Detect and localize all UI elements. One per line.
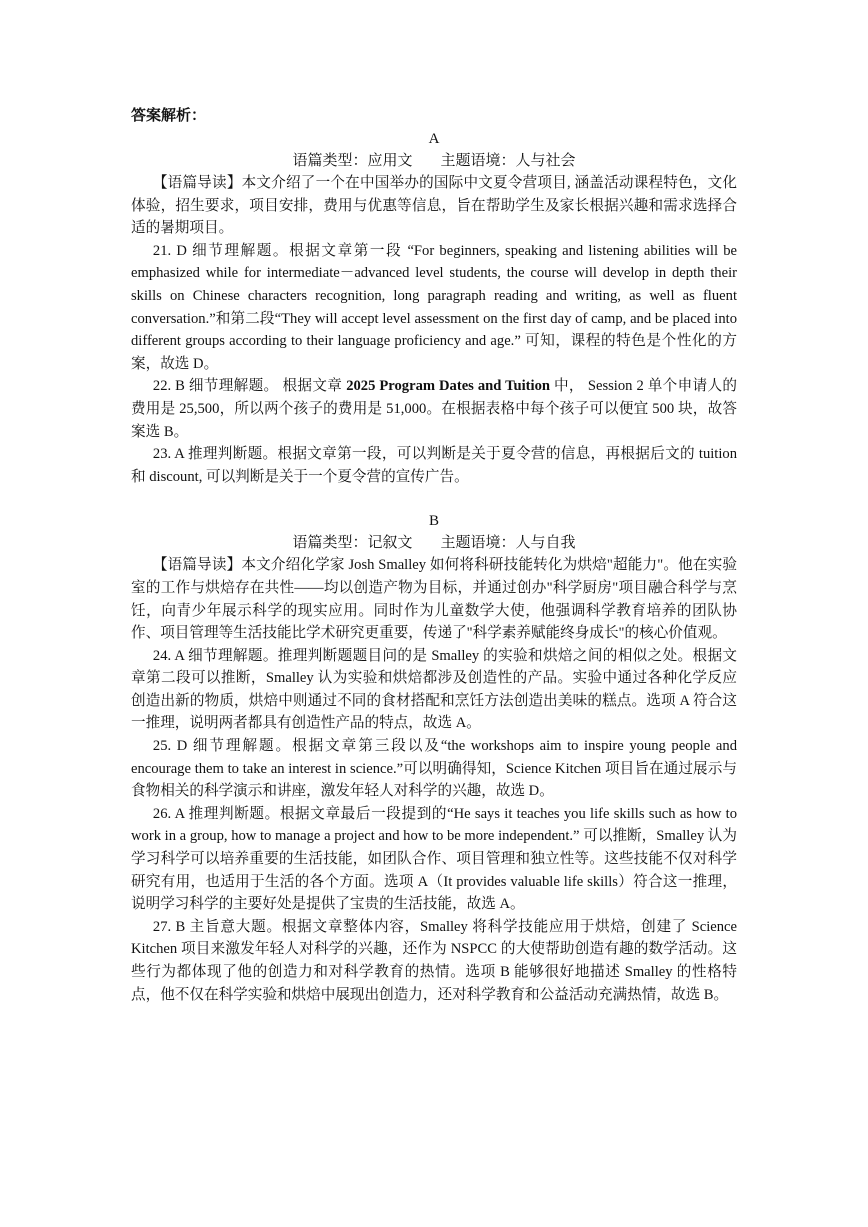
section-b-meta bbox=[131, 532, 737, 554]
answer-26: 26. A 推理判断题。根据文章最后一段提到的“He says it teaches you life skills such as how to work in a group, how to manage a project and how to be more independent.” 可以推断，Smalley 认为学习科学可以培养重要的生活技能，如团队合作、项目管理和独立性等。这些技能不仅对科学研究有用，也适用于生活的各个方面。选项 A（It provides valuable life skills）符合这一推理，说明学习科学的主要好处是提供了宝贵的生活技能，故选 A。 bbox=[131, 805, 737, 913]
section-a-theme: 主题语境：人与社会 bbox=[440, 153, 576, 169]
answer-25: 25. D 细节理解题。根据文章第三段以及“the workshops aim to inspire young people and encourage them to take an interest in science.”可以明确得知，Science Kitchen 项目旨在通过展示与食物相关的科学演示和讲座，激发年轻人对科学的兴趣，故选 D。 bbox=[131, 738, 737, 800]
answer-27: 27. B 主旨意大题。根据文章整体内容，Smalley 将科学技能应用于烘焙，创建了 Science Kitchen 项目来激发年轻人对科学的兴趣，还作为 NSPCC 的大使帮助创造有趣的数学活动。这些行为都体现了他的创造力和对科学教育的热情。选项 B 能够很好地描述 Smalley 的性格特点，他不仅在科学实验和烘焙中展现出创造力，还对科学教育和公益活动充满热情，故选 B。 bbox=[131, 918, 737, 1003]
section-b-letter: B bbox=[428, 513, 439, 530]
section-gap bbox=[131, 488, 737, 510]
section-b-intro: 【语篇导读】本文介绍化学家 Josh Smalley 如何将科研技能转化为烘焙"超能力"。他在实验室的工作与烘焙存在共性——均以创造产物为目标，并通过创办"科学厨房"项目融合科学与烹饪，向青少年展示科学的现实应用。同时作为儿童数学大使，他强调科学教育培养的团队协作、项目管理等生活技能比学术研究更重要，传递了"科学素养赋能终身成长"的核心价值观。 bbox=[131, 557, 737, 642]
page-title: 答案解析： bbox=[131, 108, 207, 124]
section-b bbox=[131, 510, 737, 1006]
section-a-genre: 语篇类型：应用文 bbox=[292, 153, 413, 169]
section-a-intro: 【语篇导读】本文介绍了一个在中国举办的国际中文夏令营项目, 涵盖活动课程特色，文化体验，招生要求，项目安排，费用与优惠等信息，旨在帮助学生及家长根据兴趣和需求选择合适的暑期项目。 bbox=[131, 175, 737, 237]
answer-22-prefix: 22. B 细节理解题。 根据文章 bbox=[152, 378, 347, 395]
answer-21: 21. D 细节理解题。根据文章第一段 “For beginners, speaking and listening abilities will be emphasized while for intermediate－advanced level students, the course will develop in depth their skills on Chinese characters recognition, long paragraph reading and writing, as well as fluent conversation.”和第二段“They will accept level assessment on the first day of camp, and be placed into different groups according to their language proficiency and age.” 可知，课程的特色是个性化的方案，故选 D。 bbox=[131, 242, 737, 372]
answer-22-suffix: 中， Session 2 单个申请人的费用是 25,500，所以两个孩子的费用是 51,000。在根据表格中每个孩子可以便宜 500 块，故答案选 B。 bbox=[131, 378, 737, 440]
section-b-genre: 语篇类型：记叙文 bbox=[292, 535, 413, 552]
answer-content bbox=[131, 104, 737, 1006]
answer-24: 24. A 细节理解题。推理判断题题目问的是 Smalley 的实验和烘焙之间的相似之处。根据文章第二段可以推断，Smalley 认为实验和烘焙都涉及创造性的产品。实验中通过各种化学反应创造出新的物质，烘焙中则通过不同的食材搭配和烹饪方法创造出美味的糕点。选项 A 符合这一推理，说明两者都具有创造性产品的特点，故选 A。 bbox=[131, 647, 737, 732]
answer-22-bold: 2025 Program Dates and Tuition bbox=[346, 378, 550, 395]
answer-22 bbox=[131, 375, 737, 443]
section-a bbox=[131, 128, 737, 488]
section-a-letter: A bbox=[428, 131, 440, 147]
section-a-meta bbox=[131, 150, 737, 172]
answer-23: 23. A 推理判断题。根据文章第一段，可以判断是关于夏令营的信息，再根据后文的 tuition 和 discount, 可以判断是关于一个夏令营的宣传广告。 bbox=[131, 446, 737, 485]
section-b-theme: 主题语境：人与自我 bbox=[440, 535, 576, 552]
